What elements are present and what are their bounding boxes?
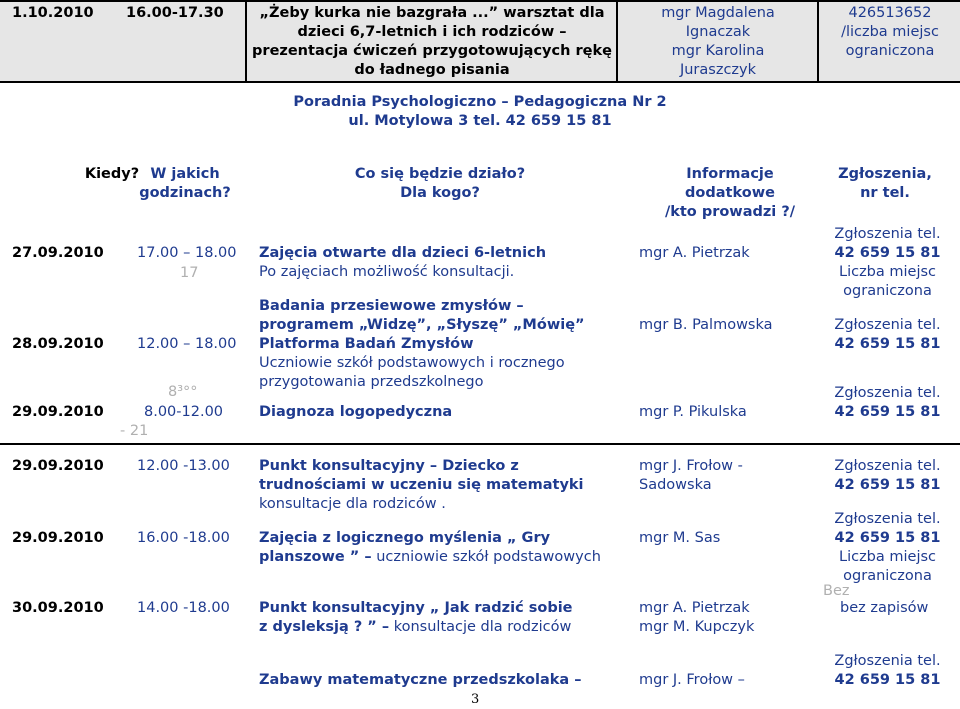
institution-name: Poradnia Psychologiczno – Pedagogiczna Nr 2 — [293, 94, 667, 110]
row-signup: Zgłoszenia tel. 42 659 15 81 — [834, 653, 941, 688]
header-hours: W jakich godzinach? — [139, 166, 231, 201]
row-signup: Zgłoszenia tel. 42 659 15 81 — [834, 317, 941, 352]
row-info: mgr M. Sas — [639, 530, 721, 546]
row-info: mgr A. Pietrzak — [639, 245, 750, 261]
row-description: Punkt konsultacyjny – Dziecko z trudnościami w uczeniu się matematyki konsultacje dla rodziców . — [259, 458, 584, 512]
row-ghost-text: - 21 — [120, 423, 149, 439]
page-number: 3 — [471, 692, 480, 707]
row-signup: bez zapisów — [840, 600, 929, 616]
top-event-row — [0, 0, 960, 83]
row-info: mgr P. Pikulska — [639, 404, 747, 420]
row-info: mgr A. Pietrzak mgr M. Kupczyk — [639, 600, 755, 635]
row-hours: 14.00 -18.00 — [137, 600, 230, 616]
top-time: 16.00-17.30 — [126, 5, 224, 21]
top-leaders: mgr Magdalena Ignaczak mgr Karolina Juraszczyk — [661, 5, 775, 78]
row-date: 27.09.2010 — [12, 245, 104, 261]
institution-address: ul. Motylowa 3 tel. 42 659 15 81 — [348, 113, 612, 129]
institution-block — [0, 93, 960, 131]
row-signup: Zgłoszenia tel. 42 659 15 81 — [834, 385, 941, 420]
header-signup: Zgłoszenia, nr tel. — [838, 166, 932, 201]
row-info: mgr B. Palmowska — [639, 317, 773, 333]
row-date: 30.09.2010 — [12, 600, 104, 616]
row-date: 29.09.2010 — [12, 404, 104, 420]
row-hours: 12.00 -13.00 — [137, 458, 230, 474]
row-ghost-text: 17 — [180, 265, 199, 281]
row-description: Badania przesiewowe zmysłów – programem „Widzę”, „Słyszę” „Mówię” Platforma Badań Zmysłów Uczniowie szkół podstawowych i rocznego przygotowania przedszkolnego — [259, 298, 585, 390]
row-signup: Zgłoszenia tel. 42 659 15 81 — [834, 458, 941, 493]
row-signup: Zgłoszenia tel. 42 659 15 81 Liczba miejsc ograniczona — [834, 226, 941, 299]
top-title: „Żeby kurka nie bazgrała ...” warsztat dla dzieci 6,7-letnich i ich rodziców – prezentacja ćwiczeń przygotowujących rękę do ładnego pisania — [252, 5, 612, 78]
row-info: mgr J. Frołow – — [639, 672, 745, 688]
row-ghost-text: 8³°° — [168, 384, 198, 400]
row-date: 29.09.2010 — [12, 530, 104, 546]
row-description: Zajęcia z logicznego myślenia „ Gry planszowe ” – uczniowie szkół podstawowych — [259, 530, 601, 565]
top-contact: 426513652 /liczba miejsc ograniczona — [841, 5, 939, 59]
row-description: Punkt konsultacyjny „ Jak radzić sobie z dysleksją ? ” – konsultacje dla rodziców — [259, 600, 573, 635]
top-date: 1.10.2010 — [12, 5, 94, 21]
row-hours: 17.00 – 18.00 — [137, 245, 237, 261]
header-info: Informacje dodatkowe /kto prowadzi ?/ — [664, 166, 796, 220]
row-ghost-text: Bez — [823, 583, 850, 599]
row-description: Diagnoza logopedyczna — [259, 404, 453, 420]
table-divider — [0, 443, 960, 445]
row-hours: 8.00-12.00 — [144, 404, 224, 420]
row-info: mgr J. Frołow - Sadowska — [639, 458, 743, 493]
header-what: Co się będzie działo? Dla kogo? — [354, 166, 526, 201]
row-hours: 16.00 -18.00 — [137, 530, 230, 546]
row-description: Zajęcia otwarte dla dzieci 6-letnich Po zajęciach możliwość konsultacji. — [259, 245, 547, 280]
header-when: Kiedy? — [84, 166, 140, 182]
row-signup: Zgłoszenia tel. 42 659 15 81 Liczba miejsc ograniczona — [834, 511, 941, 584]
row-date: 28.09.2010 — [12, 336, 104, 352]
row-description: Zabawy matematyczne przedszkolaka – — [259, 672, 582, 688]
row-date: 29.09.2010 — [12, 458, 104, 474]
row-hours: 12.00 – 18.00 — [137, 336, 237, 352]
